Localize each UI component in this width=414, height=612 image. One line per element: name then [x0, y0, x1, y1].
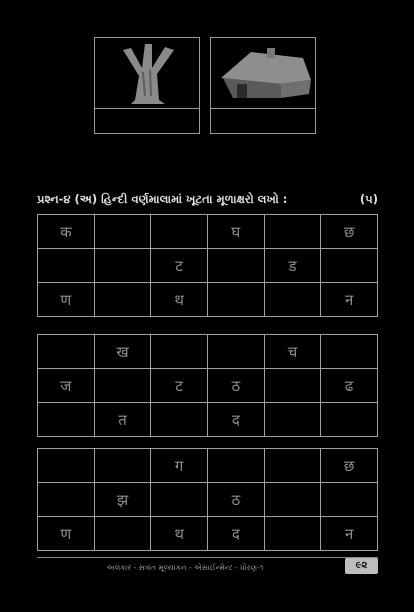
letter-cell[interactable]	[207, 449, 264, 483]
letter-cell[interactable]: न	[321, 283, 378, 317]
letter-grid-1	[37, 214, 378, 317]
letter-cell[interactable]	[94, 449, 151, 483]
grid-row	[38, 403, 378, 437]
letter-cell[interactable]: ण	[38, 283, 95, 317]
letter-cell[interactable]: छ	[321, 449, 378, 483]
letter-cell[interactable]	[264, 517, 321, 551]
question-heading	[37, 190, 378, 210]
letter-cell[interactable]	[264, 369, 321, 403]
letter-grid-2	[37, 334, 378, 437]
letter-cell[interactable]: न	[321, 517, 378, 551]
grid-row	[38, 249, 378, 283]
grid-row	[38, 369, 378, 403]
letter-cell[interactable]	[94, 215, 151, 249]
letter-cell[interactable]	[264, 215, 321, 249]
letter-cell[interactable]	[207, 249, 264, 283]
hut-image	[211, 38, 315, 108]
letter-cell[interactable]	[207, 283, 264, 317]
letter-cell[interactable]	[151, 403, 208, 437]
letter-cell[interactable]	[94, 249, 151, 283]
letter-cell[interactable]	[321, 249, 378, 283]
letter-cell[interactable]: ट	[151, 249, 208, 283]
letter-cell[interactable]: ढ	[321, 369, 378, 403]
letter-cell[interactable]	[38, 335, 95, 369]
letter-cell[interactable]: ण	[38, 517, 95, 551]
grid-row	[38, 283, 378, 317]
hut-answer-field[interactable]	[211, 108, 315, 133]
letter-cell[interactable]: छ	[321, 215, 378, 249]
letter-cell[interactable]	[264, 449, 321, 483]
letter-cell[interactable]	[321, 403, 378, 437]
letter-cell[interactable]: द	[207, 517, 264, 551]
letter-cell[interactable]: क	[38, 215, 95, 249]
page-number: ૯૨	[345, 558, 378, 574]
letter-cell[interactable]: थ	[151, 517, 208, 551]
letter-cell[interactable]: च	[264, 335, 321, 369]
letter-cell[interactable]	[264, 483, 321, 517]
letter-grid-3	[37, 448, 378, 551]
letter-cell[interactable]: ज	[38, 369, 95, 403]
letter-cell[interactable]: ठ	[207, 483, 264, 517]
letter-cell[interactable]	[321, 335, 378, 369]
question-text: પ્રશ્ન-૪ (અ) હિન્દી વર્ણમાલામાં ખૂટતા મૂળાક્ષરો લખો :	[37, 192, 288, 206]
grid-row	[38, 215, 378, 249]
grid-row	[38, 483, 378, 517]
letter-cell[interactable]	[264, 403, 321, 437]
letter-cell[interactable]	[94, 369, 151, 403]
letter-cell[interactable]: त	[94, 403, 151, 437]
footer-text: અલંકાર - સત્રાંત મૂલ્યાંકન - એસાઈન્મેન્ટ - ધોરણ-૧	[106, 563, 264, 572]
letter-cell[interactable]: ट	[151, 369, 208, 403]
letter-cell[interactable]: थ	[151, 283, 208, 317]
hut-picture-box	[210, 37, 316, 134]
letter-cell[interactable]	[38, 249, 95, 283]
letter-cell[interactable]: घ	[207, 215, 264, 249]
grid-row	[38, 335, 378, 369]
grid-row	[38, 449, 378, 483]
letter-cell[interactable]: झ	[94, 483, 151, 517]
letter-cell[interactable]	[94, 283, 151, 317]
letter-cell[interactable]	[94, 517, 151, 551]
letter-cell[interactable]: द	[207, 403, 264, 437]
letter-cell[interactable]	[38, 449, 95, 483]
letter-cell[interactable]	[151, 215, 208, 249]
letter-cell[interactable]: ठ	[207, 369, 264, 403]
grid-row	[38, 517, 378, 551]
letter-cell[interactable]	[264, 283, 321, 317]
tree-picture-box	[94, 37, 200, 134]
footer-divider	[37, 557, 378, 558]
letter-cell[interactable]: ख	[94, 335, 151, 369]
letter-cell[interactable]: ड	[264, 249, 321, 283]
letter-cell[interactable]	[151, 483, 208, 517]
letter-cell[interactable]	[207, 335, 264, 369]
letter-cell[interactable]	[151, 335, 208, 369]
letter-cell[interactable]	[321, 483, 378, 517]
tree-trunk-image	[95, 38, 199, 108]
letter-cell[interactable]	[38, 483, 95, 517]
tree-answer-field[interactable]	[95, 108, 199, 133]
letter-cell[interactable]: ग	[151, 449, 208, 483]
question-marks: (૫)	[359, 192, 378, 206]
letter-cell[interactable]	[38, 403, 95, 437]
